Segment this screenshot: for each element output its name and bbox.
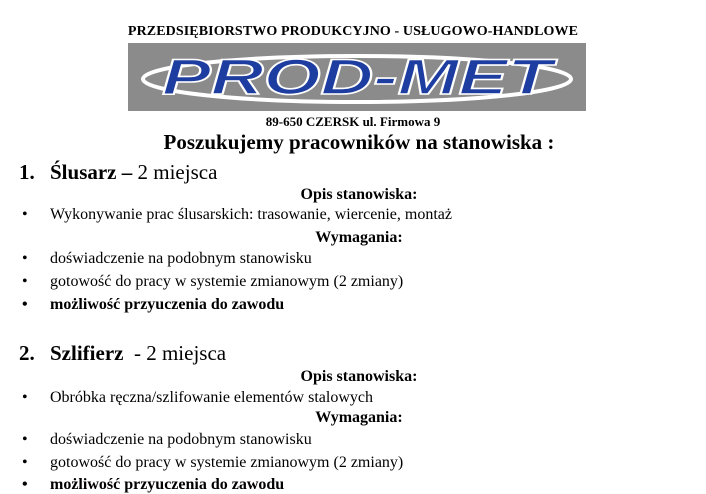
company-type: PRZEDSIĘBIORSTWO PRODUKCYJNO - USŁUGOWO-HANDLOWE bbox=[127, 24, 579, 39]
bullet-icon: • bbox=[22, 296, 28, 313]
bullet-icon: • bbox=[22, 273, 28, 290]
bullet-icon: • bbox=[22, 431, 28, 448]
list-item bbox=[22, 476, 284, 494]
company-address: 89-650 CZERSK ul. Firmowa 9 bbox=[265, 114, 441, 129]
description-heading: Opis stanowiska: bbox=[300, 368, 418, 385]
logo-graphic bbox=[128, 43, 586, 111]
logo-text: PROD-MET bbox=[162, 49, 559, 105]
position-count: - 2 miejsca bbox=[123, 341, 227, 365]
description-heading: Opis stanowiska: bbox=[300, 186, 418, 203]
list-item-text: Wykonywanie prac ślusarskich: trasowanie, wiercenie, montaż bbox=[50, 206, 452, 223]
list-item-text: doświadczenie na podobnym stanowisku bbox=[50, 431, 312, 448]
bullet-icon: • bbox=[22, 389, 28, 406]
position-title bbox=[19, 341, 226, 366]
list-item bbox=[22, 273, 403, 291]
list-item bbox=[22, 454, 403, 472]
list-item bbox=[22, 431, 312, 449]
bullet-icon: • bbox=[22, 476, 28, 493]
page-headline: Poszukujemy pracowników na stanowiska : bbox=[163, 130, 555, 154]
list-item-text: gotowość do pracy w systemie zmianowym (2 zmiany) bbox=[50, 454, 404, 471]
position-number: 1. bbox=[19, 160, 35, 184]
list-item bbox=[22, 206, 452, 224]
position-name: Szlifierz bbox=[50, 341, 124, 365]
list-item-text: doświadczenie na podobnym stanowisku bbox=[50, 250, 312, 267]
requirements-heading: Wymagania: bbox=[315, 409, 403, 426]
list-item-text: gotowość do pracy w systemie zmianowym (2 zmiany) bbox=[50, 273, 404, 290]
bullet-icon: • bbox=[22, 206, 28, 223]
list-item-text: Obróbka ręczna/szlifowanie elementów stalowych bbox=[50, 389, 373, 406]
list-item-text: możliwość przyuczenia do zawodu bbox=[50, 296, 285, 313]
bullet-icon: • bbox=[22, 454, 28, 471]
position-number: 2. bbox=[19, 341, 35, 365]
prod-met-logo bbox=[128, 43, 586, 111]
list-item bbox=[22, 296, 284, 314]
position-title bbox=[19, 160, 217, 185]
list-item bbox=[22, 250, 312, 268]
bullet-icon: • bbox=[22, 250, 28, 267]
position-name: Ślusarz – bbox=[50, 160, 133, 184]
list-item bbox=[22, 389, 373, 407]
position-count: 2 miejsca bbox=[132, 160, 218, 184]
list-item-text: możliwość przyuczenia do zawodu bbox=[50, 476, 285, 493]
requirements-heading: Wymagania: bbox=[315, 229, 403, 246]
